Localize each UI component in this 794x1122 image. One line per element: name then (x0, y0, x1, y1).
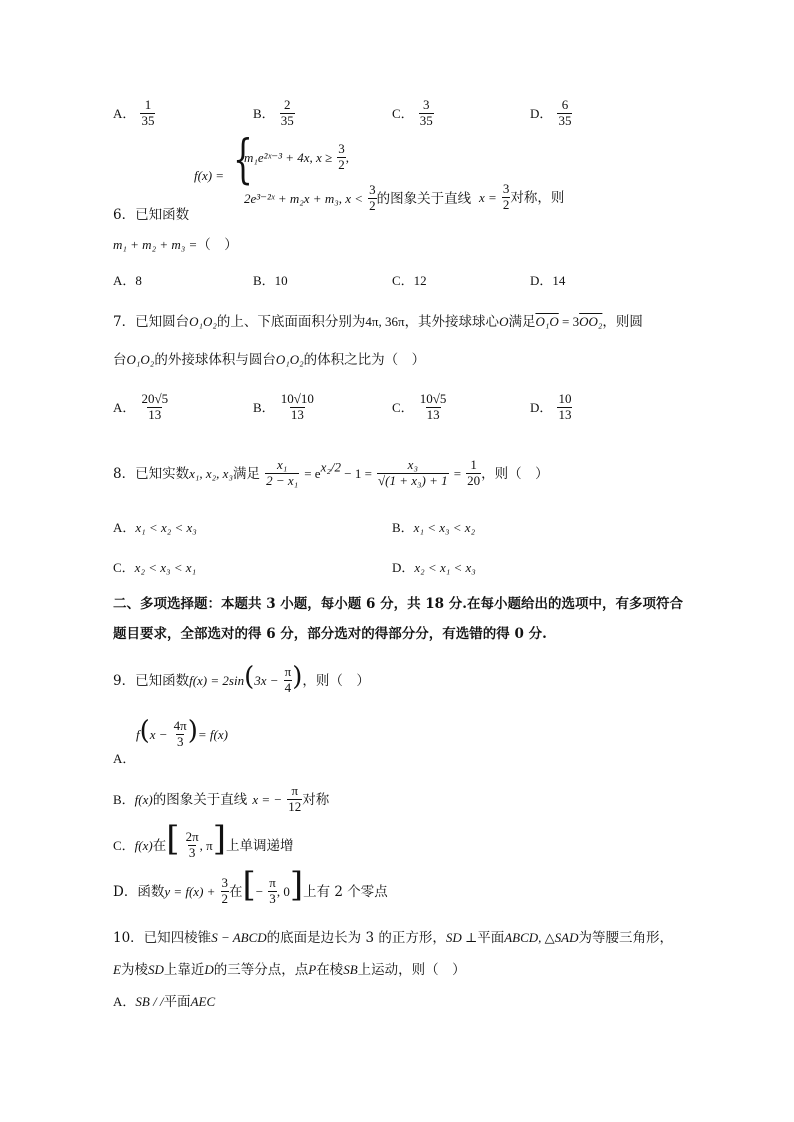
q6-case-2: 2e³⁻²ˣ + m₂x + m₃, x < $\frac{3}{2}$ 的图象关于直线 (244, 182, 472, 213)
q5-option-a[interactable]: A． $\frac{1}{35}$ (113, 97, 155, 128)
q6-case-1: m₁e²ˣ⁻³ + 4x, x ≥ $\frac{3}{2}$ , (244, 141, 350, 172)
q9-option-c[interactable]: C．f(x)在[ $\frac{2\pi}{3}$ , π]上单调递增 (113, 819, 294, 860)
section-2-heading: 二、多项选择题：本题共 3 小题，每小题 6 分，共 18 分.在每小题给出的选项中，有多项符合 (113, 596, 683, 612)
q9-option-a-expr: f(x − $\frac{4\pi}{3}$ )= f(x) (136, 716, 228, 749)
q10-option-a[interactable]: A．SB / /平面AEC (113, 994, 216, 1010)
q10-line-1: 10．已知四棱锥S − ABCD的底面是边长为 3 的正方形，SD ⊥平面ABCD, △SAD为等腰三角形， (113, 930, 673, 946)
q7-line-1: 7．已知圆台O₁O₂的上、下底面面积分别为4π, 36π，其外接球球心O满足O₁O = 3OO₂，则圆 (113, 314, 643, 330)
q5-option-b[interactable]: B． $\frac{2}{35}$ (253, 97, 294, 128)
q6-line: x = $\frac{3}{2}$ 对称，则 (479, 181, 565, 212)
q8-option-d[interactable]: D．x₂ < x₁ < x₃ (392, 560, 476, 575)
q7-line-2: 台O₁O₂的外接球体积与圆台O₁O₂的体积之比为（ ） (113, 352, 426, 368)
q8-option-b[interactable]: B．x₁ < x₃ < x₂ (392, 520, 476, 535)
q7-option-a[interactable]: A． $\frac{20√5}{13}$ (113, 391, 169, 422)
q6-option-d[interactable]: D．14 (530, 273, 566, 288)
fraction: $\frac{6}{35}$ (558, 97, 572, 128)
q6-prefix: 6．已知函数 (113, 207, 190, 223)
q6-fx: f(x) = (194, 168, 225, 183)
q9-option-b[interactable]: B．f(x)的图象关于直线 x = − $\frac{\pi}{12}$ 对称 (113, 783, 330, 814)
q5-option-c[interactable]: C． $\frac{3}{35}$ (392, 97, 433, 128)
q6-option-a[interactable]: A．8 (113, 273, 142, 288)
q9-option-d[interactable]: D．函数y = f(x) + $\frac{3}{2}$ 在[− $\frac{\pi}{3}$ , 0]上有 2 个零点 (113, 865, 388, 906)
q8-option-a[interactable]: A．x₁ < x₂ < x₃ (113, 520, 197, 535)
q7-option-d[interactable]: D． $\frac{10}{13}$ (530, 391, 572, 422)
fraction: $\frac{1}{35}$ (141, 97, 155, 128)
q10-line-2: E为棱SD上靠近D的三等分点，点P在棱SB上运动，则（ ） (113, 962, 466, 978)
q6-line-2: m₁ + m₂ + m₃ =（ ） (113, 237, 238, 253)
q8-stem: 8．已知实数x₁, x₂, x₃满足 $\frac{\text{x₁}}{\text{2 − x₁}}$ = $e^{x_2/2} - 1$ = $\frac{\text{x₃}}{\text{√(1 + x₃) + 1}}$ = $\frac{1}{20}$ ，则（ ） (113, 457, 549, 488)
q9-option-a[interactable]: A． (113, 751, 136, 766)
q8-option-c[interactable]: C．x₂ < x₃ < x₁ (113, 560, 197, 575)
section-2-instructions: 题目要求，全部选对的得 6 分，部分选对的得部分分，有选错的得 0 分. (113, 626, 547, 642)
q7-option-c[interactable]: C． $\frac{10√5}{13}$ (392, 391, 447, 422)
q7-option-b[interactable]: B． $\frac{10√10}{13}$ (253, 391, 314, 422)
q9-stem: 9．已知函数f(x) = 2sin(3x − $\frac{\pi}{4}$ )，则（ ） (113, 662, 370, 695)
q6-option-b[interactable]: B．10 (253, 273, 288, 288)
q6-option-c[interactable]: C．12 (392, 273, 427, 288)
q5-option-d[interactable]: D． $\frac{6}{35}$ (530, 97, 572, 128)
piecewise-brace: { (233, 130, 253, 190)
fraction: $\frac{2}{35}$ (280, 97, 294, 128)
fraction: $\frac{3}{35}$ (419, 97, 433, 128)
